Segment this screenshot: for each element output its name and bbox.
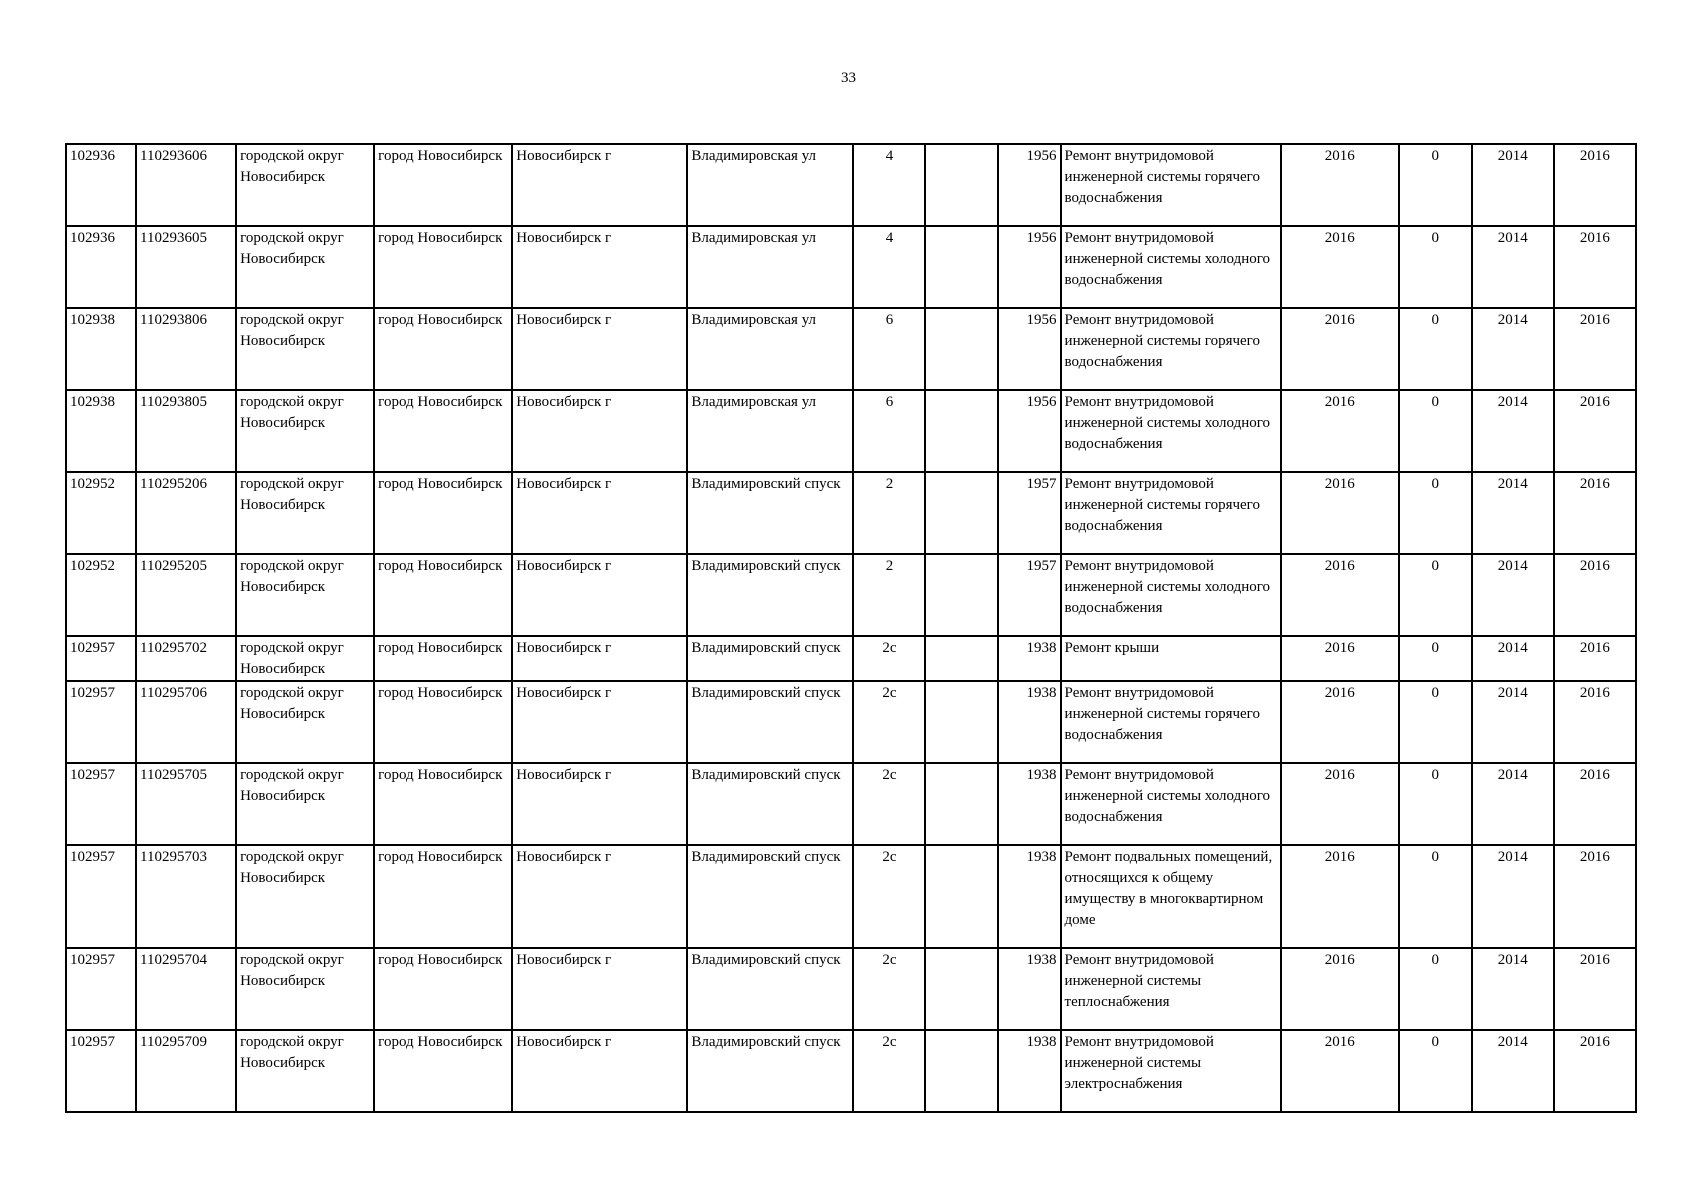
cell-settlement: город Новосибирск: [374, 226, 512, 308]
cell-year-from: 2014: [1472, 1030, 1554, 1112]
cell-id: 102938: [66, 308, 136, 390]
cell-street: Владимировский спуск: [687, 681, 853, 763]
cell-code: 110295706: [136, 681, 236, 763]
cell-plan-year: 2016: [1281, 308, 1399, 390]
cell-value: 0: [1399, 948, 1472, 1030]
cell-id: 102952: [66, 472, 136, 554]
cell-year-to: 2016: [1554, 226, 1636, 308]
cell-city: Новосибирск г: [512, 636, 687, 681]
cell-district: городской округ Новосибирск: [236, 681, 374, 763]
cell-work: Ремонт внутридомовой инженерной системы холодного водоснабжения: [1061, 554, 1281, 636]
cell-year-to: 2016: [1554, 554, 1636, 636]
cell-building: [925, 948, 997, 1030]
table-row: [66, 763, 1636, 845]
cell-code: 110295703: [136, 845, 236, 948]
cell-work: Ремонт крыши: [1061, 636, 1281, 681]
cell-year-built: 1938: [998, 1030, 1061, 1112]
cell-district: городской округ Новосибирск: [236, 226, 374, 308]
cell-year-built: 1938: [998, 763, 1061, 845]
cell-settlement: город Новосибирск: [374, 144, 512, 226]
cell-city: Новосибирск г: [512, 390, 687, 472]
cell-city: Новосибирск г: [512, 681, 687, 763]
cell-city: Новосибирск г: [512, 472, 687, 554]
cell-year-built: 1938: [998, 636, 1061, 681]
cell-settlement: город Новосибирск: [374, 948, 512, 1030]
cell-district: городской округ Новосибирск: [236, 308, 374, 390]
cell-work: Ремонт внутридомовой инженерной системы холодного водоснабжения: [1061, 226, 1281, 308]
cell-work: Ремонт внутридомовой инженерной системы горячего водоснабжения: [1061, 472, 1281, 554]
cell-plan-year: 2016: [1281, 226, 1399, 308]
table-row: [66, 226, 1636, 308]
cell-plan-year: 2016: [1281, 845, 1399, 948]
cell-building: [925, 845, 997, 948]
cell-code: 110293806: [136, 308, 236, 390]
table-row: [66, 681, 1636, 763]
cell-house: 4: [853, 226, 925, 308]
cell-street: Владимировский спуск: [687, 636, 853, 681]
cell-year-to: 2016: [1554, 681, 1636, 763]
cell-street: Владимировская ул: [687, 390, 853, 472]
cell-year-from: 2014: [1472, 681, 1554, 763]
cell-value: 0: [1399, 308, 1472, 390]
table-row: [66, 845, 1636, 948]
cell-value: 0: [1399, 144, 1472, 226]
cell-year-to: 2016: [1554, 472, 1636, 554]
cell-street: Владимировская ул: [687, 144, 853, 226]
cell-year-from: 2014: [1472, 845, 1554, 948]
cell-id: 102936: [66, 144, 136, 226]
cell-street: Владимировский спуск: [687, 763, 853, 845]
cell-work: Ремонт внутридомовой инженерной системы электроснабжения: [1061, 1030, 1281, 1112]
cell-work: Ремонт внутридомовой инженерной системы горячего водоснабжения: [1061, 144, 1281, 226]
cell-house: 2с: [853, 1030, 925, 1112]
cell-code: 110295206: [136, 472, 236, 554]
cell-district: городской округ Новосибирск: [236, 636, 374, 681]
cell-building: [925, 144, 997, 226]
cell-plan-year: 2016: [1281, 472, 1399, 554]
cell-district: городской округ Новосибирск: [236, 1030, 374, 1112]
cell-house: 6: [853, 390, 925, 472]
cell-year-built: 1956: [998, 226, 1061, 308]
cell-year-built: 1957: [998, 472, 1061, 554]
cell-city: Новосибирск г: [512, 1030, 687, 1112]
cell-building: [925, 226, 997, 308]
cell-work: Ремонт внутридомовой инженерной системы холодного водоснабжения: [1061, 390, 1281, 472]
table-row: [66, 636, 1636, 681]
cell-year-to: 2016: [1554, 636, 1636, 681]
cell-value: 0: [1399, 681, 1472, 763]
cell-settlement: город Новосибирск: [374, 390, 512, 472]
cell-district: городской округ Новосибирск: [236, 948, 374, 1030]
cell-house: 2с: [853, 681, 925, 763]
cell-house: 6: [853, 308, 925, 390]
cell-city: Новосибирск г: [512, 308, 687, 390]
cell-settlement: город Новосибирск: [374, 636, 512, 681]
cell-value: 0: [1399, 390, 1472, 472]
cell-year-to: 2016: [1554, 948, 1636, 1030]
cell-street: Владимировская ул: [687, 226, 853, 308]
cell-work: Ремонт подвальных помещений, относящихся к общему имуществу в многоквартирном доме: [1061, 845, 1281, 948]
cell-year-from: 2014: [1472, 390, 1554, 472]
cell-plan-year: 2016: [1281, 144, 1399, 226]
cell-building: [925, 390, 997, 472]
table-row: [66, 948, 1636, 1030]
cell-value: 0: [1399, 845, 1472, 948]
cell-plan-year: 2016: [1281, 636, 1399, 681]
cell-building: [925, 636, 997, 681]
cell-building: [925, 472, 997, 554]
cell-value: 0: [1399, 554, 1472, 636]
cell-year-from: 2014: [1472, 472, 1554, 554]
cell-city: Новосибирск г: [512, 845, 687, 948]
cell-settlement: город Новосибирск: [374, 308, 512, 390]
cell-year-from: 2014: [1472, 144, 1554, 226]
cell-work: Ремонт внутридомовой инженерной системы горячего водоснабжения: [1061, 681, 1281, 763]
table-row: [66, 308, 1636, 390]
cell-year-from: 2014: [1472, 226, 1554, 308]
cell-plan-year: 2016: [1281, 948, 1399, 1030]
cell-building: [925, 681, 997, 763]
cell-settlement: город Новосибирск: [374, 554, 512, 636]
cell-value: 0: [1399, 763, 1472, 845]
cell-plan-year: 2016: [1281, 763, 1399, 845]
cell-code: 110293805: [136, 390, 236, 472]
table-row: [66, 1030, 1636, 1112]
cell-year-from: 2014: [1472, 308, 1554, 390]
cell-year-built: 1956: [998, 390, 1061, 472]
table-row: [66, 472, 1636, 554]
cell-settlement: город Новосибирск: [374, 845, 512, 948]
cell-code: 110295702: [136, 636, 236, 681]
cell-building: [925, 554, 997, 636]
cell-year-from: 2014: [1472, 554, 1554, 636]
cell-year-to: 2016: [1554, 1030, 1636, 1112]
cell-year-from: 2014: [1472, 636, 1554, 681]
cell-district: городской округ Новосибирск: [236, 763, 374, 845]
cell-code: 110293605: [136, 226, 236, 308]
cell-year-from: 2014: [1472, 948, 1554, 1030]
cell-id: 102957: [66, 845, 136, 948]
cell-house: 4: [853, 144, 925, 226]
cell-value: 0: [1399, 472, 1472, 554]
cell-year-to: 2016: [1554, 763, 1636, 845]
cell-id: 102957: [66, 948, 136, 1030]
cell-district: городской округ Новосибирск: [236, 144, 374, 226]
table-row: [66, 554, 1636, 636]
cell-year-to: 2016: [1554, 390, 1636, 472]
cell-settlement: город Новосибирск: [374, 763, 512, 845]
cell-house: 2с: [853, 948, 925, 1030]
cell-city: Новосибирск г: [512, 226, 687, 308]
cell-house: 2с: [853, 763, 925, 845]
cell-year-to: 2016: [1554, 144, 1636, 226]
cell-code: 110295709: [136, 1030, 236, 1112]
cell-settlement: город Новосибирск: [374, 472, 512, 554]
cell-street: Владимировский спуск: [687, 1030, 853, 1112]
cell-house: 2: [853, 554, 925, 636]
cell-year-built: 1938: [998, 948, 1061, 1030]
cell-work: Ремонт внутридомовой инженерной системы теплоснабжения: [1061, 948, 1281, 1030]
cell-district: городской округ Новосибирск: [236, 554, 374, 636]
cell-value: 0: [1399, 636, 1472, 681]
cell-street: Владимировский спуск: [687, 554, 853, 636]
cell-plan-year: 2016: [1281, 1030, 1399, 1112]
cell-plan-year: 2016: [1281, 681, 1399, 763]
cell-year-built: 1938: [998, 845, 1061, 948]
cell-house: 2с: [853, 845, 925, 948]
cell-code: 110295705: [136, 763, 236, 845]
cell-code: 110295704: [136, 948, 236, 1030]
table-row: [66, 144, 1636, 226]
cell-building: [925, 763, 997, 845]
cell-city: Новосибирск г: [512, 948, 687, 1030]
cell-district: городской округ Новосибирск: [236, 390, 374, 472]
cell-plan-year: 2016: [1281, 554, 1399, 636]
cell-id: 102952: [66, 554, 136, 636]
cell-year-built: 1957: [998, 554, 1061, 636]
cell-settlement: город Новосибирск: [374, 681, 512, 763]
cell-street: Владимировский спуск: [687, 472, 853, 554]
cell-id: 102957: [66, 681, 136, 763]
cell-year-built: 1956: [998, 144, 1061, 226]
cell-city: Новосибирск г: [512, 144, 687, 226]
cell-value: 0: [1399, 1030, 1472, 1112]
cell-street: Владимировский спуск: [687, 948, 853, 1030]
cell-year-to: 2016: [1554, 845, 1636, 948]
cell-id: 102957: [66, 1030, 136, 1112]
repair-registry-table: [65, 143, 1637, 1113]
cell-street: Владимировский спуск: [687, 845, 853, 948]
cell-district: городской округ Новосибирск: [236, 472, 374, 554]
cell-code: 110295205: [136, 554, 236, 636]
cell-value: 0: [1399, 226, 1472, 308]
cell-year-built: 1956: [998, 308, 1061, 390]
cell-city: Новосибирск г: [512, 763, 687, 845]
table-row: [66, 390, 1636, 472]
cell-year-from: 2014: [1472, 763, 1554, 845]
cell-year-built: 1938: [998, 681, 1061, 763]
cell-id: 102957: [66, 763, 136, 845]
cell-city: Новосибирск г: [512, 554, 687, 636]
cell-id: 102957: [66, 636, 136, 681]
cell-building: [925, 1030, 997, 1112]
cell-house: 2: [853, 472, 925, 554]
cell-house: 2с: [853, 636, 925, 681]
cell-work: Ремонт внутридомовой инженерной системы горячего водоснабжения: [1061, 308, 1281, 390]
cell-year-to: 2016: [1554, 308, 1636, 390]
cell-id: 102938: [66, 390, 136, 472]
cell-id: 102936: [66, 226, 136, 308]
cell-street: Владимировская ул: [687, 308, 853, 390]
cell-settlement: город Новосибирск: [374, 1030, 512, 1112]
cell-code: 110293606: [136, 144, 236, 226]
table-body: [66, 144, 1636, 1112]
cell-plan-year: 2016: [1281, 390, 1399, 472]
cell-district: городской округ Новосибирск: [236, 845, 374, 948]
cell-building: [925, 308, 997, 390]
cell-work: Ремонт внутридомовой инженерной системы холодного водоснабжения: [1061, 763, 1281, 845]
page-number: 33: [841, 70, 856, 86]
